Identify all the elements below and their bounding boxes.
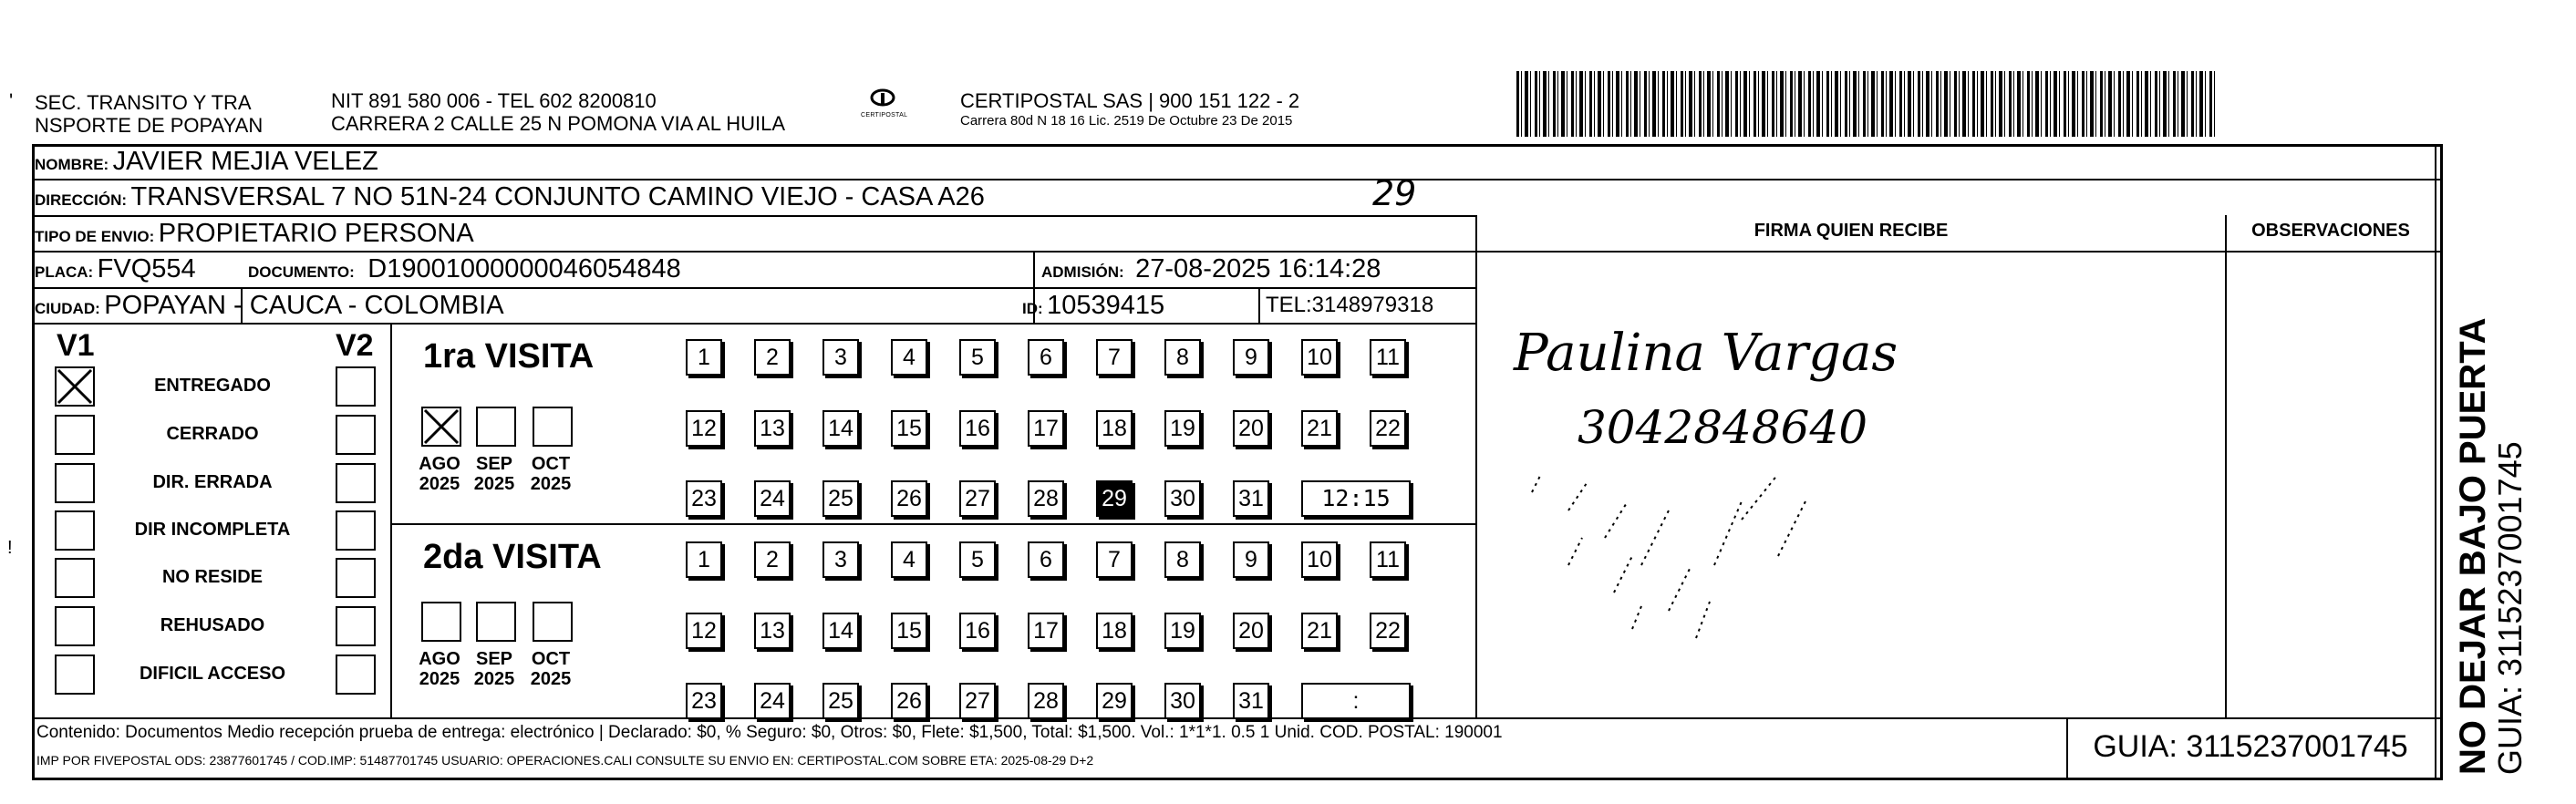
day-box[interactable]: 21 [1301,410,1338,447]
day-box[interactable]: 15 [891,410,927,447]
month-name: AGO [419,649,460,669]
margin-mark: ! [7,538,13,558]
tipo-value: PROPIETARIO PERSONA [158,219,474,248]
v2-checkbox[interactable] [336,558,376,598]
day-box[interactable]: 2 [754,541,791,578]
v1-checkbox[interactable] [55,463,95,503]
logo-text: CERTIPOSTAL [861,112,908,119]
day-box[interactable]: 23 [686,683,722,719]
placa-value: FVQ554 [97,254,196,283]
day-box[interactable]: 11 [1370,541,1406,578]
month-name: OCT [531,454,571,474]
org-contact [331,89,785,135]
day-box[interactable]: 26 [891,683,927,719]
month-checkbox[interactable] [533,602,573,642]
day-box[interactable]: 25 [822,683,859,719]
direccion-label: DIRECCIÓN: [35,191,128,209]
day-box[interactable]: 18 [1096,410,1133,447]
courier-logo [861,88,908,119]
v1-checkbox[interactable] [55,366,95,407]
documento-label: DOCUMENTO: [248,263,355,281]
id-label: ID: [1022,300,1043,317]
tipo-row [35,218,474,253]
month-name: AGO [419,454,460,474]
x-mark-icon [423,408,460,445]
month-checkbox[interactable] [533,407,573,447]
day-box[interactable]: 10 [1301,339,1338,376]
status-option-label: DIR. ERRADA [152,472,273,492]
address-line: CARRERA 2 CALLE 25 N POMONA VIA AL HUILA [331,112,786,135]
v2-checkbox[interactable] [336,655,376,695]
day-box[interactable]: 19 [1164,410,1201,447]
x-mark-icon [57,368,93,405]
day-box[interactable]: 22 [1370,410,1406,447]
month-label [467,649,522,689]
documento-value: D19001000000046054848 [367,254,681,283]
day-box[interactable]: 14 [822,613,859,649]
day-box[interactable]: 14 [822,410,859,447]
day-box[interactable]: 27 [959,480,996,517]
day-box[interactable]: 2 [754,339,791,376]
admision-label: ADMISIÓN: [1041,263,1124,281]
id-row [1022,290,1164,325]
day-box[interactable]: 4 [891,541,927,578]
nit-line: NIT 891 580 006 - TEL 602 8200810 [331,89,657,112]
day-box[interactable]: 11 [1370,339,1406,376]
status-option-label: ENTREGADO [154,376,271,396]
month-label [467,454,522,494]
footer-contenido: Contenido: Documentos Medio recepción prueba de entrega: electrónico | Declarado: $0, % Seguro: $0, Otros: $0, Flete: $1,500, Total: $1,500. Vol.: 1*1*1. 0.5 1 Unid. COD. POSTAL: 190001 [36,723,1503,742]
v1-checkbox[interactable] [55,558,95,598]
day-box[interactable]: 20 [1233,410,1269,447]
day-box[interactable]: 29 [1096,683,1133,719]
month-name: OCT [531,649,571,669]
org-line2: NSPORTE DE POPAYAN [35,114,264,137]
day-box[interactable]: 24 [754,480,791,517]
logo-mark-icon [869,88,896,108]
day-box[interactable]: 9 [1233,541,1269,578]
day-box[interactable]: 28 [1028,480,1064,517]
id-value: 10539415 [1047,291,1165,320]
org-name [35,91,263,137]
side-guia: GUIA: 3115237001745 [2491,441,2529,775]
day-box[interactable]: 10 [1301,541,1338,578]
month-year: 2025 [473,474,515,494]
v2-checkbox[interactable] [336,415,376,455]
month-label [523,454,578,494]
day-box[interactable]: 15 [891,613,927,649]
month-year: 2025 [530,669,572,689]
day-box[interactable]: 19 [1164,613,1201,649]
handwritten-apartment: 29 [1372,173,1417,213]
direccion-value: TRANSVERSAL 7 NO 51N-24 CONJUNTO CAMINO VIEJO - CASA A26 [130,182,985,211]
month-label [523,649,578,689]
month-label [412,454,467,494]
side-text [2453,317,2528,775]
side-warning: NO DEJAR BAJO PUERTA [2453,317,2493,775]
ciudad-label: CIUDAD: [35,300,100,317]
day-box[interactable]: 17 [1028,613,1064,649]
status-option-label: CERRADO [166,424,259,444]
status-option-label: DIR INCOMPLETA [134,520,291,540]
footer-guia: GUIA: 3115237001745 [2093,729,2408,764]
org-line1: SEC. TRANSITO Y TRA [35,91,252,114]
day-box[interactable]: 18 [1096,613,1133,649]
day-box[interactable]: 27 [959,683,996,719]
day-box[interactable]: 1 [686,541,722,578]
day-box[interactable]: 5 [959,339,996,376]
day-box[interactable]: 12 [686,410,722,447]
signature-phone: 3042848640 [1578,401,1868,454]
barcode [1516,71,2217,137]
footer-imp: IMP POR FIVEPOSTAL ODS: 23877601745 / COD.IMP: 51487701745 USUARIO: OPERACIONES.CALI CONSULTE SU ENVIO EN: CERTIPOSTAL.COM SOBRE ETA: 2025-08-29 D+2 [36,753,1094,768]
month-label [412,649,467,689]
v1-checkbox[interactable] [55,510,95,551]
day-box[interactable]: 23 [686,480,722,517]
day-box[interactable]: 31 [1233,683,1269,719]
month-year: 2025 [419,474,460,494]
direccion-row [35,181,985,217]
day-box[interactable]: 1 [686,339,722,376]
status-option-label: REHUSADO [160,615,265,635]
signature-scribble [1514,456,1842,665]
day-box[interactable]: 22 [1370,613,1406,649]
day-box[interactable]: 8 [1164,541,1201,578]
day-box[interactable]: 3 [822,339,859,376]
time-box[interactable]: : [1301,683,1411,719]
placa-row [35,253,196,289]
v1-checkbox[interactable] [55,655,95,695]
month-checkbox[interactable] [421,602,461,642]
v2-checkbox[interactable] [336,366,376,407]
day-box[interactable]: 31 [1233,480,1269,517]
day-box[interactable]: 7 [1096,541,1133,578]
month-name: SEP [475,649,513,669]
day-box[interactable]: 13 [754,613,791,649]
tick-mark: ʹ [9,89,14,112]
v1-checkbox[interactable] [55,415,95,455]
day-box[interactable]: 24 [754,683,791,719]
divider [390,523,1475,525]
nombre-label: NOMBRE: [35,156,109,173]
observaciones-header: OBSERVACIONES [2251,221,2410,241]
day-box[interactable]: 5 [959,541,996,578]
v2-checkbox[interactable] [336,463,376,503]
documento-row [248,253,681,289]
status-option-label: NO RESIDE [161,567,264,587]
courier-line1: CERTIPOSTAL SAS | 900 151 122 - 2 [960,89,1300,112]
day-box-marked[interactable]: 29 [1096,480,1133,517]
day-box[interactable]: 20 [1233,613,1269,649]
month-year: 2025 [473,669,515,689]
day-box[interactable]: 4 [891,339,927,376]
day-box[interactable]: 6 [1028,541,1064,578]
month-year: 2025 [530,474,572,494]
visit1-title: 1ra VISITA [423,337,595,376]
month-checkbox[interactable] [421,407,461,447]
month-checkbox[interactable] [476,602,516,642]
status-option-label: DIFICIL ACCESO [139,664,285,684]
day-box[interactable]: 8 [1164,339,1201,376]
admision-row [1041,253,1381,289]
time-box[interactable]: 12:15 [1301,480,1411,517]
nombre-row [35,146,378,181]
divider [2435,144,2436,780]
day-box[interactable]: 26 [891,480,927,517]
day-box[interactable]: 28 [1028,683,1064,719]
day-box[interactable]: 3 [822,541,859,578]
tel-value: TEL:3148979318 [1266,293,1434,317]
day-box[interactable]: 16 [959,410,996,447]
month-year: 2025 [419,669,460,689]
day-box[interactable]: 6 [1028,339,1064,376]
divider [2225,215,2227,717]
day-box[interactable]: 7 [1096,339,1133,376]
day-box[interactable]: 16 [959,613,996,649]
nombre-value: JAVIER MEJIA VELEZ [112,147,378,176]
signature-header: FIRMA QUIEN RECIBE [1754,221,1949,241]
day-box[interactable]: 21 [1301,613,1338,649]
courier-line2: Carrera 80d N 18 16 Lic. 2519 De Octubre 23 De 2015 [960,113,1293,129]
tipo-label: TIPO DE ENVIO: [35,228,155,245]
divider [390,323,392,717]
v2-checkbox[interactable] [336,510,376,551]
day-box[interactable]: 17 [1028,410,1064,447]
v2-checkbox[interactable] [336,606,376,646]
day-box[interactable]: 13 [754,410,791,447]
courier-info [960,89,1299,130]
day-box[interactable]: 9 [1233,339,1269,376]
divider [1475,215,1477,717]
divider [1258,287,1260,324]
day-box[interactable]: 30 [1164,683,1201,719]
admision-value: 27-08-2025 16:14:28 [1135,254,1381,283]
visit2-title: 2da VISITA [423,538,602,576]
day-box[interactable]: 12 [686,613,722,649]
divider [32,179,2443,180]
month-checkbox[interactable] [476,407,516,447]
day-box[interactable]: 25 [822,480,859,517]
placa-label: PLACA: [35,263,94,281]
ciudad-row [35,290,504,325]
signature-name: Paulina Vargas [1514,324,1898,383]
v1-label: V1 [57,328,95,363]
v1-checkbox[interactable] [55,606,95,646]
v2-label: V2 [336,328,374,363]
ciudad-value: POPAYAN - CAUCA - COLOMBIA [104,291,504,320]
month-name: SEP [475,454,513,474]
day-box[interactable]: 30 [1164,480,1201,517]
